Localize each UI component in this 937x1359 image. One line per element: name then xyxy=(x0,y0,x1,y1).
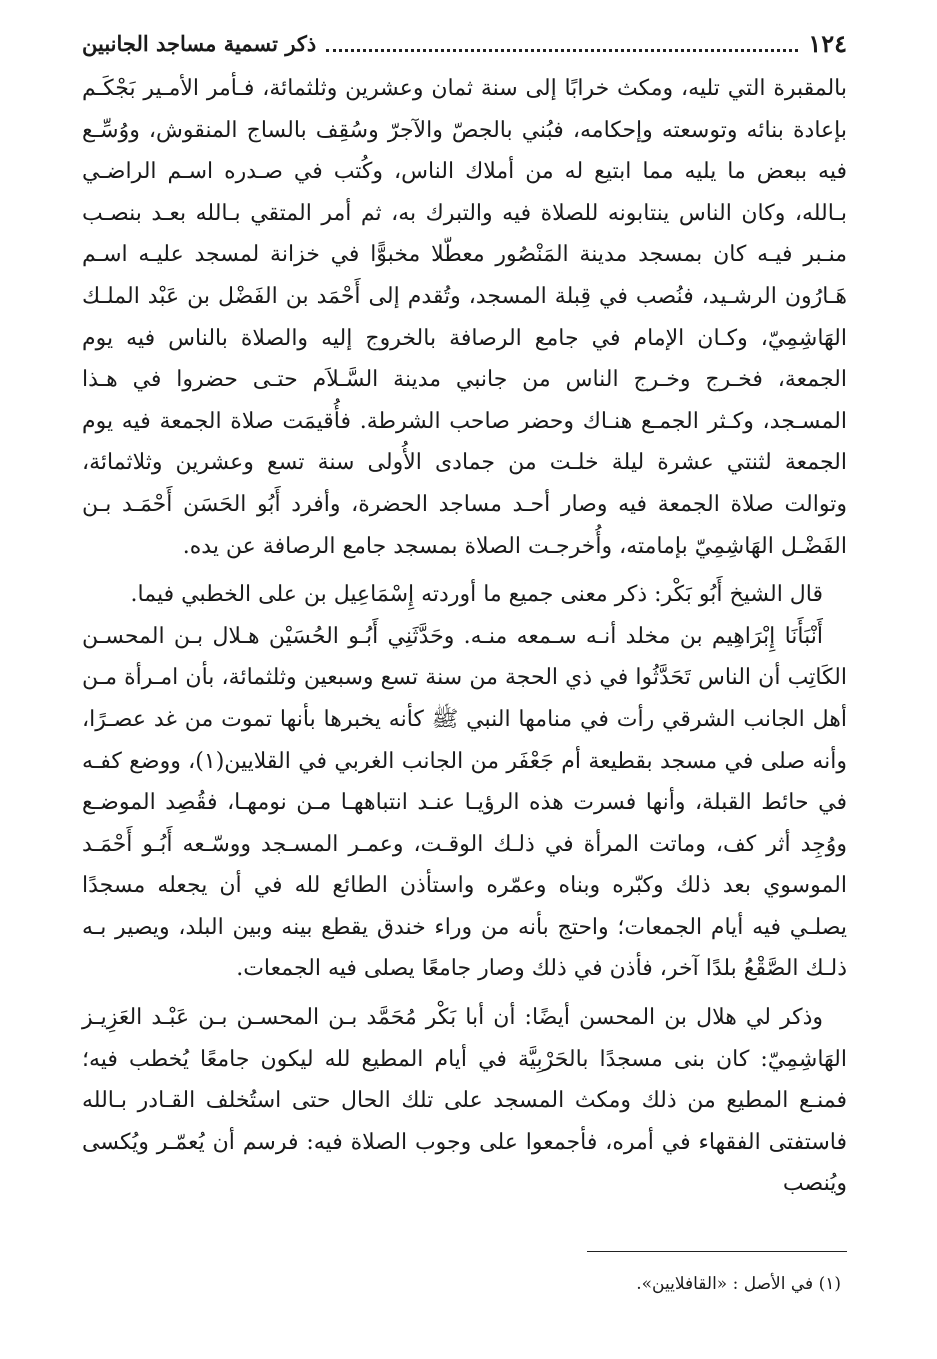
header-dot-leader xyxy=(326,35,798,52)
paragraph: قال الشيخ أَبُو بَكْر: ذكر معنى جميع ما أوردته إِسْمَاعِيل بن على الخطبي فيما. xyxy=(130,582,823,608)
paragraph: أَنْبَأَنَا إِبْرَاهِيم بن مخلد أنـه سـمعه منـه. وحَدَّثَنِي أَبُـو الحُسَيْن هـلال بـن المحسـن الكَاتِب أن الناس تَحَدَّثُوا في ذي الحجة من سنة تسع وسبعين وثلثمائة، بأن امـرأة مـن أهل الجانب الشرقي رأت في منامها النبي ﷺ كأنه يخبرها بأنها تموت من غد عصـرًا، وأنه صلى في مسجد بقطيعة أم جَعْفَر من الجانب الغربي في القلايين(١)، ووضع كفـه في حائط القبلة، وأنها فسرت هذه الرؤيـا عنـد انتباههـا مـن نومهـا، فقُصِد الموضـع ووُجِد أثر كف، وماتت المرأة في ذلـك الوقـت، وعمـر المسـجد ووسّـعه أَبُـو أَحْمَـد الموسوي بعد ذلك وكبّره وبناه وعمّره واستأذن الطائع لله في أن يجعله مسجدًا يصلـي فيه أيام الجمعات؛ واحتج بأنه من وراء خندق يقطع بينه وبين البلد، ويصير بـه ذلـك الصَّقْعُ بلدًا آخر، فأذن في ذلك وصار جامعًا يصلى فيه الجمعات. xyxy=(82,623,847,982)
book-page xyxy=(82,24,847,1294)
chapter-title: ذكر تسمية مساجد الجانبين xyxy=(82,30,317,56)
footnote-separator xyxy=(587,1251,847,1252)
footnote: (١) في الأصل : «القافلايين». xyxy=(636,1274,841,1295)
paragraph: بالمقبرة التي تليه، ومكث خرابًا إلى سنة ثمان وعشرين وثلثمائة، فـأمر الأمـير بَجْكَـم بإعادة بنائه وتوسعته وإحكامه، فبُني بالجصّ والآجرّ وسُقِف بالساج المنقوش، ووُسِّـع فيه ببعض ما يليه مما ابتيع له من أملاك الناس، وكُتب في صـدره اسـم الراضـي بـالله، وكان الناس ينتابونه للصلاة فيه والتبرك به، ثم أمر المتقي بـالله بعـد بنصـب منـبر فيـه كان بمسجد مدينة المَنْصُور معطّلا مخبوًّا في خزانة لمسجد عليـه اسـم هَـارُون الرشـيد، فنُصب في قِبلة المسجد، وتُقدم إلى أَحْمَد بن الفَضْل بن عَبْد الملـك الهَاشِمِيّ، وكـان الإمام في جامع الرصافة بالخروج إليه والصلاة بالناس فيه يوم الجمعة، فخـرج وخـرج الناس من جانبي مدينة السَّـلاَم حتـى حضروا في هـذا المسـجد، وكـثر الجمـع هنـاك وحضر صاحب الشرطة. فأُقيمَت صلاة الجمعة فيه يوم الجمعة لثنتي عشرة ليلة خلـت من جمادى الأُولى سنة تسع وعشرين وثلاثمائة، وتوالت صلاة الجمعة فيه وصار أحـد مساجد الحضرة، وأفرد أَبُو الحَسَن أَحْمَـد بـن الفَضْـل الهَاشِمِيّ بإمامته، وأُخرجـت الصلاة بمسجد جامع الرصافة عن يده. xyxy=(82,76,847,559)
main-text xyxy=(82,68,847,1205)
paragraph: وذكر لي هلال بن المحسن أيضًا: أن أبا بَكْر مُحَمَّد بـن المحسـن بـن عَبْـد العَزِيـز الهَاشِمِيّ: كان بنى مسجدًا بالحَرْبِيَّة في أيام المطيع لله ليكون جامعًا يُخطب فيه؛ فمنـع المطيع من ذلك ومكث المسجد على تلك الحال حتى استُخلف القـادر بـالله فاستفتى الفقهاء في أمره، فأجمعوا على وجوب الصلاة فيه: فرسم أن يُعمّـر ويُكسى ويُنصب xyxy=(82,1005,847,1197)
page-number: ١٢٤ xyxy=(808,28,847,58)
running-header xyxy=(82,24,847,62)
